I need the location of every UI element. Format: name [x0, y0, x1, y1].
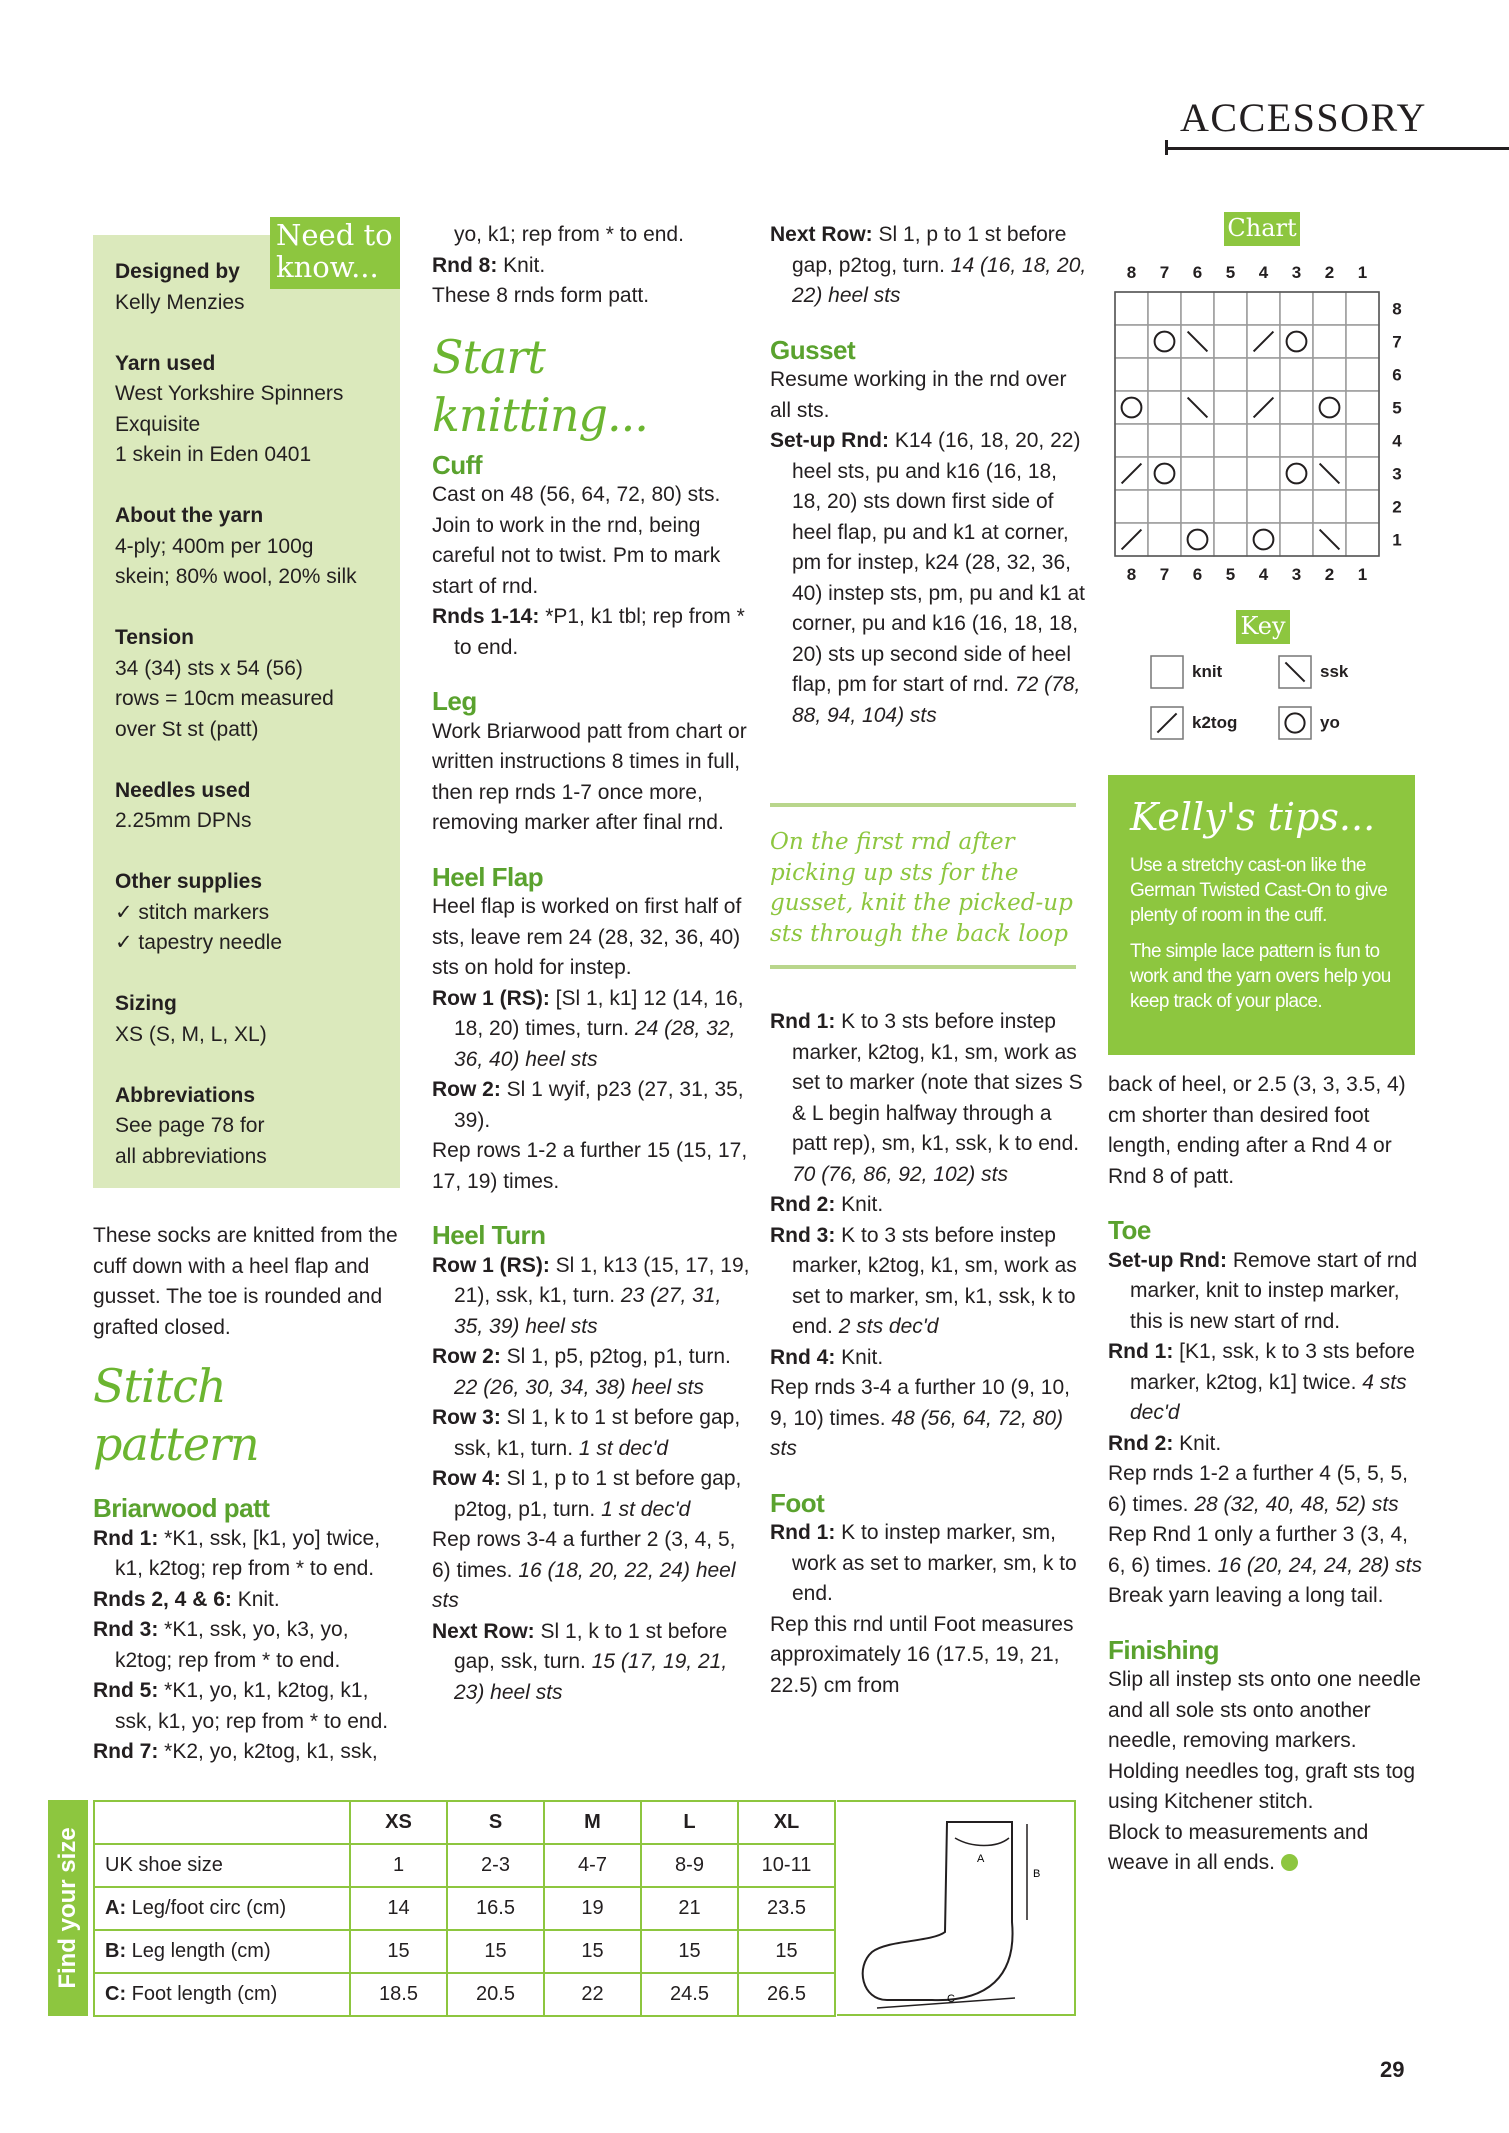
chart-cell: [1280, 523, 1313, 556]
ssk-icon: [1278, 655, 1312, 689]
key-label-text: ssk: [1320, 662, 1349, 681]
sock-diagram-cell: [837, 1800, 1076, 2016]
table-cell: 15: [350, 1930, 447, 1973]
table-cell: 19: [544, 1887, 641, 1930]
heel-turn-heading: Heel Turn: [432, 1220, 546, 1250]
dimension-c-label: C: [947, 1993, 955, 2005]
tension-line: rows = 10cm measured: [115, 687, 334, 710]
size-header: L: [641, 1801, 738, 1844]
yarn-used-line: West Yorkshire Spinners: [115, 382, 344, 405]
chart-cell: [1313, 325, 1346, 358]
gusset-rnd-1: Rnd 1: K to 3 sts before instep marker, k2tog, k1, sm, work as set to marker (note that sizes S & L begin halfway through a patt rep), sm, k1, ssk, k to end. 70 (76, 86, 92, 102) sts: [770, 1010, 1083, 1186]
chart-col-number: 3: [1291, 565, 1302, 584]
chart-cell: [1214, 490, 1247, 523]
chart-cell: [1214, 391, 1247, 424]
chart-cell: [1346, 490, 1379, 523]
knit-icon: [1150, 655, 1184, 689]
chart-cell: [1247, 292, 1280, 325]
chart-cell: [1247, 358, 1280, 391]
pattern-row: Rnd 7: *K2, yo, k2tog, k1, ssk,: [93, 1740, 378, 1763]
pattern-form-note: These 8 rnds form patt.: [432, 284, 650, 307]
table-cell: 20.5: [447, 1973, 544, 2016]
column-1: [93, 1221, 403, 1768]
chart-col-number: 2: [1324, 263, 1335, 282]
needles-value: 2.25mm DPNs: [115, 809, 252, 832]
supplies-item: ✓ stitch markers: [115, 900, 270, 924]
row-label: A: Leg/foot circ (cm): [94, 1887, 350, 1930]
size-table-header: [94, 1801, 835, 1844]
chart-col-number: 8: [1126, 263, 1137, 282]
sock-outline: [863, 1822, 1013, 2000]
sizing-label: Sizing: [115, 992, 177, 1015]
chart-cell: [1214, 358, 1247, 391]
chart-col-number: 4: [1258, 263, 1269, 282]
find-your-size-label: Find your size: [54, 1827, 81, 1989]
gusset-rnd-3: Rnd 3: K to 3 sts before instep marker, k2tog, k1, sm, work as set to marker, sm, k1, ssk, k to end. 2 sts dec'd: [770, 1223, 1077, 1338]
chart-cell: [1214, 523, 1247, 556]
chart-cell: [1148, 358, 1181, 391]
stitch-pattern-heading: Stitch pattern: [93, 1359, 259, 1471]
size-header: M: [544, 1801, 641, 1844]
chart-cell: [1115, 325, 1148, 358]
chart-cell: [1181, 424, 1214, 457]
column-3-lower: [770, 1007, 1088, 1701]
table-row: [94, 1844, 835, 1887]
pattern-continued: yo, k1; rep from * to end.: [454, 223, 684, 246]
chart-cell: [1313, 391, 1346, 424]
chart-cell: [1181, 490, 1214, 523]
heel-turn-next-row: Next Row: Sl 1, k to 1 st before gap, ssk, turn. 15 (17, 19, 21, 23) heel sts: [432, 1619, 728, 1704]
header-blank: [94, 1801, 350, 1844]
chart-cell: [1181, 523, 1214, 556]
chart-cell: [1280, 292, 1313, 325]
chart-cell: [1346, 424, 1379, 457]
table-cell: 24.5: [641, 1973, 738, 2016]
section-rule-tick: [1165, 140, 1168, 155]
chart-cell: [1346, 292, 1379, 325]
chart-col-number: 1: [1357, 565, 1368, 584]
row-label: B: Leg length (cm): [94, 1930, 350, 1973]
leg-heading: Leg: [432, 686, 477, 716]
heel-turn-row-1: Row 1 (RS): Sl 1, k13 (15, 17, 19, 21), ssk, k1, turn. 23 (27, 31, 35, 39) heel sts: [432, 1253, 750, 1338]
chart-cell: [1247, 424, 1280, 457]
chart-cell: [1280, 358, 1313, 391]
chart-col-number: 5: [1225, 263, 1236, 282]
about-yarn-label: About the yarn: [115, 504, 264, 527]
heel-flap-repeat: Rep rows 1-2 a further 15 (15, 17, 17, 19) times.: [432, 1139, 748, 1193]
chart-cell: [1115, 424, 1148, 457]
chart-cell: [1148, 391, 1181, 424]
foot-repeat: Rep this rnd until Foot measures approximately 16 (17.5, 19, 21, 22.5) cm from: [770, 1612, 1074, 1697]
need-to-know-box: [93, 235, 400, 1188]
heel-flap-row-1: Row 1 (RS): [Sl 1, k1] 12 (14, 16, 18, 20) times, turn. 24 (28, 32, 36, 40) heel sts: [432, 986, 744, 1071]
chart-cell: [1181, 358, 1214, 391]
tension-line: over St st (patt): [115, 717, 259, 741]
leg-text: Work Briarwood patt from chart or written instructions 8 times in full, then rep rnds 1-7 once more, removing marker after final rnd.: [432, 719, 747, 834]
chart-cell: [1280, 457, 1313, 490]
chart-col-number: 7: [1159, 263, 1170, 282]
about-yarn-line: 4-ply; 400m per 100g: [115, 534, 314, 558]
page-number: 29: [1380, 2057, 1405, 2082]
table-cell: 26.5: [738, 1973, 835, 2016]
tension-label: Tension: [115, 626, 194, 649]
table-cell: 10-11: [738, 1844, 835, 1887]
chart-cell: [1247, 490, 1280, 523]
row-label: UK shoe size: [94, 1844, 350, 1887]
chart-col-number: 7: [1159, 565, 1170, 584]
gusset-repeat: Rep rnds 3-4 a further 10 (9, 10, 9, 10) times. 48 (56, 64, 72, 80) sts: [770, 1376, 1070, 1460]
next-row: Next Row: Sl 1, p to 1 st before gap, p2tog, turn. 14 (16, 18, 20, 22) heel sts: [770, 223, 1087, 307]
chart-cell: [1280, 490, 1313, 523]
chart-col-number: 3: [1291, 263, 1302, 282]
abbreviations-line: all abbreviations: [115, 1144, 267, 1168]
table-cell: 21: [641, 1887, 738, 1930]
abbreviations-label: Abbreviations: [115, 1083, 256, 1107]
chart-cell: [1313, 358, 1346, 391]
chart-cell: [1247, 457, 1280, 490]
tip-text: Use a stretchy cast-on like the German Twisted Cast-On to give plenty of room in the cuff.: [1130, 855, 1388, 926]
section-rule: [1165, 147, 1509, 150]
chart-col-number: 6: [1192, 263, 1203, 282]
chart-row-number: 7: [1392, 332, 1402, 352]
chart-cell: [1346, 391, 1379, 424]
sock-diagram: [837, 1802, 1074, 2014]
tip-text: The simple lace pattern is fun to work and the yarn overs help you keep track of your place.: [1130, 941, 1391, 1012]
yarn-used-line: Exquisite: [115, 412, 201, 436]
chart-cell: [1214, 292, 1247, 325]
chart-cell: [1280, 424, 1313, 457]
pull-quote: [770, 803, 1076, 969]
chart-col-number: 6: [1192, 565, 1203, 584]
column-2: [432, 220, 750, 1708]
chart-col-number: 2: [1324, 565, 1335, 584]
tips-title: Kelly's tips...: [1130, 795, 1376, 839]
chart-cell: [1148, 523, 1181, 556]
key-label-text: knit: [1192, 662, 1223, 681]
chart-col-number: 8: [1126, 565, 1137, 584]
chart-row-number: 1: [1392, 530, 1402, 550]
chart-row-number: 3: [1392, 464, 1402, 484]
chart-cell: [1346, 358, 1379, 391]
chart-cell: [1346, 523, 1379, 556]
chart-col-number: 5: [1225, 565, 1236, 584]
heel-flap-heading: Heel Flap: [432, 861, 544, 892]
toe-rnd-2: Rnd 2: Knit.: [1108, 1431, 1222, 1455]
yo-icon: [1278, 706, 1312, 740]
table-cell: 14: [350, 1887, 447, 1930]
size-header: S: [447, 1801, 544, 1844]
size-header: XL: [738, 1801, 835, 1844]
dimension-b-label: B: [1033, 1868, 1041, 1880]
table-cell: 15: [738, 1930, 835, 1973]
chart-cell: [1313, 292, 1346, 325]
toe-setup-rnd: Set-up Rnd: Remove start of rnd marker, knit to instep marker, this is new start of rnd.: [1108, 1248, 1418, 1333]
intro-text: These socks are knitted from the cuff down with a heel flap and gusset. The toe is rounded and grafted closed.: [93, 1224, 398, 1339]
table-row: [94, 1973, 835, 2016]
chart-cell: [1115, 292, 1148, 325]
chart-cell: [1214, 424, 1247, 457]
heel-turn-row-2: Row 2: Sl 1, p5, p2tog, p1, turn. 22 (26, 30, 34, 38) heel sts: [432, 1345, 731, 1399]
chart-col-number: 4: [1258, 565, 1269, 584]
chart-cell: [1115, 490, 1148, 523]
briarwood-heading: Briarwood patt: [93, 1493, 270, 1523]
gusset-rnd-2: Rnd 2: Knit.: [770, 1193, 884, 1216]
cuff-rnds: Rnds 1-14: *P1, k1 tbl; rep from * to end.: [432, 605, 745, 659]
chart-row-number: 6: [1392, 365, 1402, 385]
chart-cell: [1115, 358, 1148, 391]
gusset-text: Resume working in the rnd over all sts.: [770, 368, 1067, 422]
chart-col-number: 1: [1357, 263, 1368, 282]
supplies-label: Other supplies: [115, 870, 263, 893]
finishing-text-2: Block to measurements and weave in all ends.: [1108, 1820, 1369, 1874]
chart-cell: [1247, 523, 1280, 556]
table-cell: 23.5: [738, 1887, 835, 1930]
chart-cell: [1346, 457, 1379, 490]
chart-row-number: 4: [1392, 431, 1402, 451]
supplies-item: ✓ tapestry needle: [115, 931, 283, 954]
section-title: ACCESSORY: [1180, 95, 1427, 140]
table-cell: 1: [350, 1844, 447, 1887]
pattern-row: Rnd 1: *K1, ssk, [k1, yo] twice, k1, k2tog; rep from * to end.: [93, 1526, 381, 1580]
row-label: C: Foot length (cm): [94, 1973, 350, 2016]
heel-turn-row-3: Row 3: Sl 1, k to 1 st before gap, ssk, k1, turn. 1 st dec'd: [432, 1406, 741, 1460]
toe-break-yarn: Break yarn leaving a long tail.: [1108, 1584, 1384, 1607]
table-row: [94, 1887, 835, 1930]
chart-cell: [1214, 325, 1247, 358]
chart-cell: [1148, 325, 1181, 358]
chart-row-number: 2: [1392, 497, 1402, 517]
key-label-text: k2tog: [1192, 713, 1238, 732]
table-cell: 4-7: [544, 1844, 641, 1887]
start-knitting-heading: Start knitting...: [432, 329, 648, 442]
chart-cell: [1148, 457, 1181, 490]
pattern-row: Rnd 3: *K1, ssk, yo, k3, yo, k2tog; rep from * to end.: [93, 1618, 349, 1672]
gusset-rnd-4: Rnd 4: Knit.: [770, 1345, 884, 1369]
chart-cell: [1148, 424, 1181, 457]
heel-turn-repeat: Rep rows 3-4 a further 2 (3, 4, 5, 6) times. 16 (18, 20, 22, 24) heel sts: [432, 1528, 736, 1612]
column-3: [770, 220, 1088, 731]
table-cell: 18.5: [350, 1973, 447, 2016]
designed-by-label: Designed by: [115, 260, 240, 283]
chart-cell: [1214, 457, 1247, 490]
chart-cell: [1181, 457, 1214, 490]
table-cell: 2-3: [447, 1844, 544, 1887]
toe-rnd-1: Rnd 1: [K1, ssk, k to 3 sts before marker, k2tog, k1] twice. 4 sts dec'd: [1108, 1340, 1415, 1424]
foot-continued: back of heel, or 2.5 (3, 3, 3.5, 4) cm shorter than desired foot length, ending after a Rnd 4 or Rnd 8 of patt.: [1108, 1073, 1406, 1188]
table-cell: 22: [544, 1973, 641, 2016]
heel-flap-row-2: Row 2: Sl 1 wyif, p23 (27, 31, 35, 39).: [432, 1078, 744, 1132]
foot-rnd-1: Rnd 1: K to instep marker, sm, work as set to marker, sm, k to end.: [770, 1521, 1077, 1605]
pattern-row: Rnd 5: *K1, yo, k1, k2tog, k1, ssk, k1, yo; rep from * to end.: [93, 1679, 389, 1733]
table-cell: 15: [544, 1930, 641, 1973]
chart-row-number: 8: [1392, 299, 1402, 319]
tips-box: [1108, 775, 1415, 1055]
heel-turn-row-4: Row 4: Sl 1, p to 1 st before gap, p2tog, p1, turn. 1 st dec'd: [432, 1467, 742, 1521]
size-header: XS: [350, 1801, 447, 1844]
heel-flap-text: Heel flap is worked on first half of sts, leave rem 24 (28, 32, 36, 40) sts on hold for instep.: [432, 895, 742, 979]
chart-grid: [1095, 252, 1402, 584]
size-table: [93, 1800, 836, 2017]
key-label: Key: [1236, 610, 1290, 644]
needles-label: Needles used: [115, 778, 251, 802]
abbreviations-line: See page 78 for: [115, 1114, 265, 1137]
table-row: [94, 1930, 835, 1973]
key-label-text: yo: [1320, 713, 1340, 732]
designed-by-value: Kelly Menzies: [115, 290, 245, 314]
chart-cell: [1280, 391, 1313, 424]
table-cell: 15: [641, 1930, 738, 1973]
yarn-used-label: Yarn used: [115, 351, 216, 375]
dimension-a-label: A: [977, 1853, 985, 1865]
chart-cell: [1313, 424, 1346, 457]
chart-cell: [1280, 325, 1313, 358]
yarn-used-line: 1 skein in Eden 0401: [115, 443, 312, 466]
dimension-a: [955, 1838, 1009, 1846]
chart-cell: [1181, 292, 1214, 325]
chart-row-number: 5: [1392, 398, 1402, 418]
table-cell: 16.5: [447, 1887, 544, 1930]
pattern-row: Rnds 2, 4 & 6: Knit.: [93, 1587, 280, 1611]
need-to-know-badge: Need to know...: [270, 217, 400, 289]
yarn-ball-icon: [1281, 1854, 1298, 1871]
toe-repeat-2: Rep Rnd 1 only a further 3 (3, 4, 6, 6) times. 16 (20, 24, 24, 28) sts: [1108, 1523, 1422, 1577]
chart-cell: [1115, 391, 1148, 424]
sizing-value: XS (S, M, L, XL): [115, 1022, 267, 1046]
gusset-heading: Gusset: [770, 334, 856, 365]
column-4: [1108, 1070, 1426, 1879]
chart-cell: [1148, 292, 1181, 325]
table-cell: 15: [447, 1930, 544, 1973]
about-yarn-line: skein; 80% wool, 20% silk: [115, 565, 357, 588]
table-cell: 8-9: [641, 1844, 738, 1887]
gusset-setup-rnd: Set-up Rnd: K14 (16, 18, 20, 22) heel sts, pu and k16 (16, 18, 18, 20) sts down first side of heel flap, pu and k1 at corner, pm for instep, k24 (28, 32, 36, 40) instep sts, pm, pu and k1 at corner, pu and k16 (16, 18, 18, 20) sts up second side of heel flap, pm for start of rnd. 72 (78, 88, 94, 104) sts: [770, 429, 1085, 727]
cuff-text: Cast on 48 (56, 64, 72, 80) sts. Join to work in the rnd, being careful not to twist. Pm to mark start of rnd.: [432, 483, 721, 598]
chart-label: Chart: [1224, 212, 1300, 246]
chart-cell: [1148, 490, 1181, 523]
foot-heading: Foot: [770, 1487, 825, 1518]
chart-cell: [1313, 490, 1346, 523]
pull-quote-text: On the first rnd after picking up sts for the gusset, knit the picked-up sts through the back loop: [770, 829, 1073, 947]
k2tog-icon: [1150, 706, 1184, 740]
finishing-text: Slip all instep sts onto one needle and all sole sts onto another needle, removing markers. Holding needles tog, graft sts tog using Kitchener stitch.: [1108, 1668, 1421, 1813]
toe-heading: Toe: [1108, 1215, 1151, 1245]
chart-cell: [1346, 325, 1379, 358]
rnd8-line: Rnd 8: Knit.: [432, 253, 546, 277]
tension-line: 34 (34) sts x 54 (56): [115, 656, 303, 680]
toe-repeat: Rep rnds 1-2 a further 4 (5, 5, 5, 6) times. 28 (32, 40, 48, 52) sts: [1108, 1462, 1408, 1516]
cuff-heading: Cuff: [432, 449, 482, 480]
finishing-heading: Finishing: [1108, 1634, 1220, 1665]
